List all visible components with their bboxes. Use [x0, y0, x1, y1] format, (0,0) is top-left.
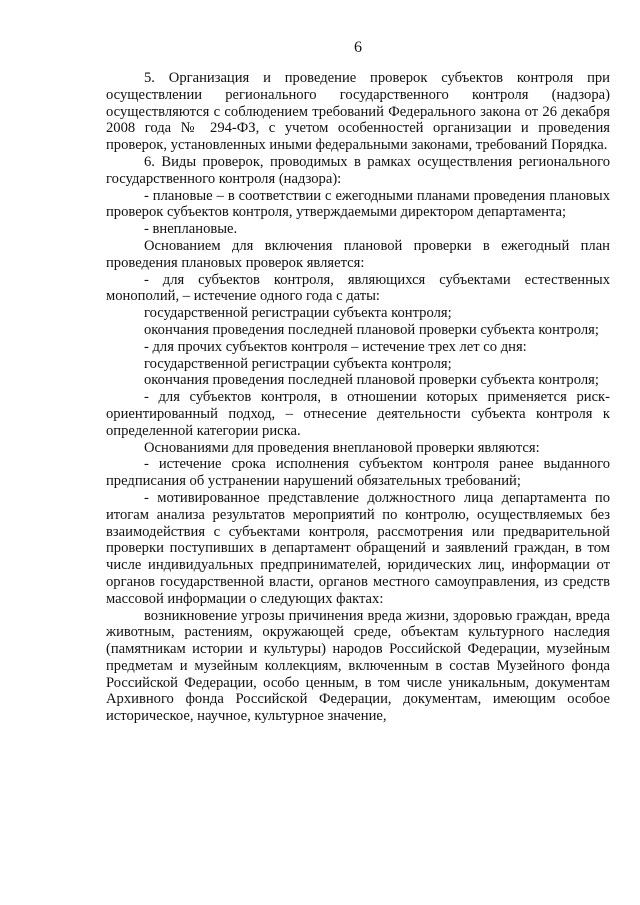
paragraph-types-of-checks: 6. Виды проверок, проводимых в рамках осуществления регионального государственного контроля (надзора):: [106, 153, 610, 187]
paragraph-last-check-2: окончания проведения последней плановой проверки субъекта контроля;: [144, 372, 599, 389]
paragraph-planned: - плановые – в соответствии с ежегодными планами проведения плановых проверок субъектов контроля, утверждаемыми директором департамента;: [106, 187, 610, 221]
paragraph-registration-1: государственной регистрации субъекта контроля;: [144, 305, 452, 322]
paragraph-planned-basis: Основанием для включения плановой проверки в ежегодный план проведения плановых проверок является:: [106, 237, 610, 271]
paragraph-registration-2: государственной регистрации субъекта контроля;: [144, 355, 452, 372]
paragraph-last-check-1: окончания проведения последней плановой проверки субъекта контроля;: [144, 321, 599, 338]
paragraph-risk-based: - для субъектов контроля, в отношении которых применяется риск-ориентированный подход, – отнесение деятельности субъекта контроля к определенной категории риска.: [106, 389, 610, 439]
paragraph-motivated-submission: - мотивированное представление должностного лица департамента по итогам анализа результатов мероприятий по контролю, осуществляемых без взаимодействия с субъектами контроля, рассмотрения или предварительной проверки поступивших в департамент обращений и заявлений граждан, в том числе индивидуальных предпринимателей, юридических лиц, информации от органов государственной власти, органов местного самоуправления, из средств массовой информации о следующих фактах:: [106, 489, 610, 607]
paragraph-order-expiry: - истечение срока исполнения субъектом контроля ранее выданного предписания об устранении нарушений обязательных требований;: [106, 456, 610, 490]
paragraph-organization: 5. Организация и проведение проверок субъектов контроля при осуществлении регионального государственного контроля (надзора) осуществляются с соблюдением требований Федерального закона от 26 декабря 2008 года № 294-ФЗ, с учетом особенностей организации и проведения проверок, установленных иными федеральными законами, требований Порядка.: [106, 70, 610, 154]
document-page: [106, 38, 610, 725]
paragraph-unplanned-basis: Основаниями для проведения внеплановой проверки являются:: [144, 439, 540, 456]
paragraph-unplanned: - внеплановые.: [144, 221, 238, 238]
paragraph-other-subjects: - для прочих субъектов контроля – истечение трех лет со дня:: [144, 338, 527, 355]
page-number: 6: [354, 39, 362, 56]
paragraph-monopolies: - для субъектов контроля, являющихся субъектами естественных монополий, – истечение одного года с даты:: [106, 271, 610, 305]
paragraph-threat-of-harm: возникновение угрозы причинения вреда жизни, здоровью граждан, вреда животным, растениям, окружающей среде, объектам культурного наследия (памятникам истории и культуры) народов Российской Федерации, музейным предметам и музейным коллекциям, включенным в состав Музейного фонда Российской Федерации, особо ценным, в том числе уникальным, документам Архивного фонда Российской Федерации, документам, имеющим особое историческое, научное, культурное значение,: [106, 607, 610, 725]
